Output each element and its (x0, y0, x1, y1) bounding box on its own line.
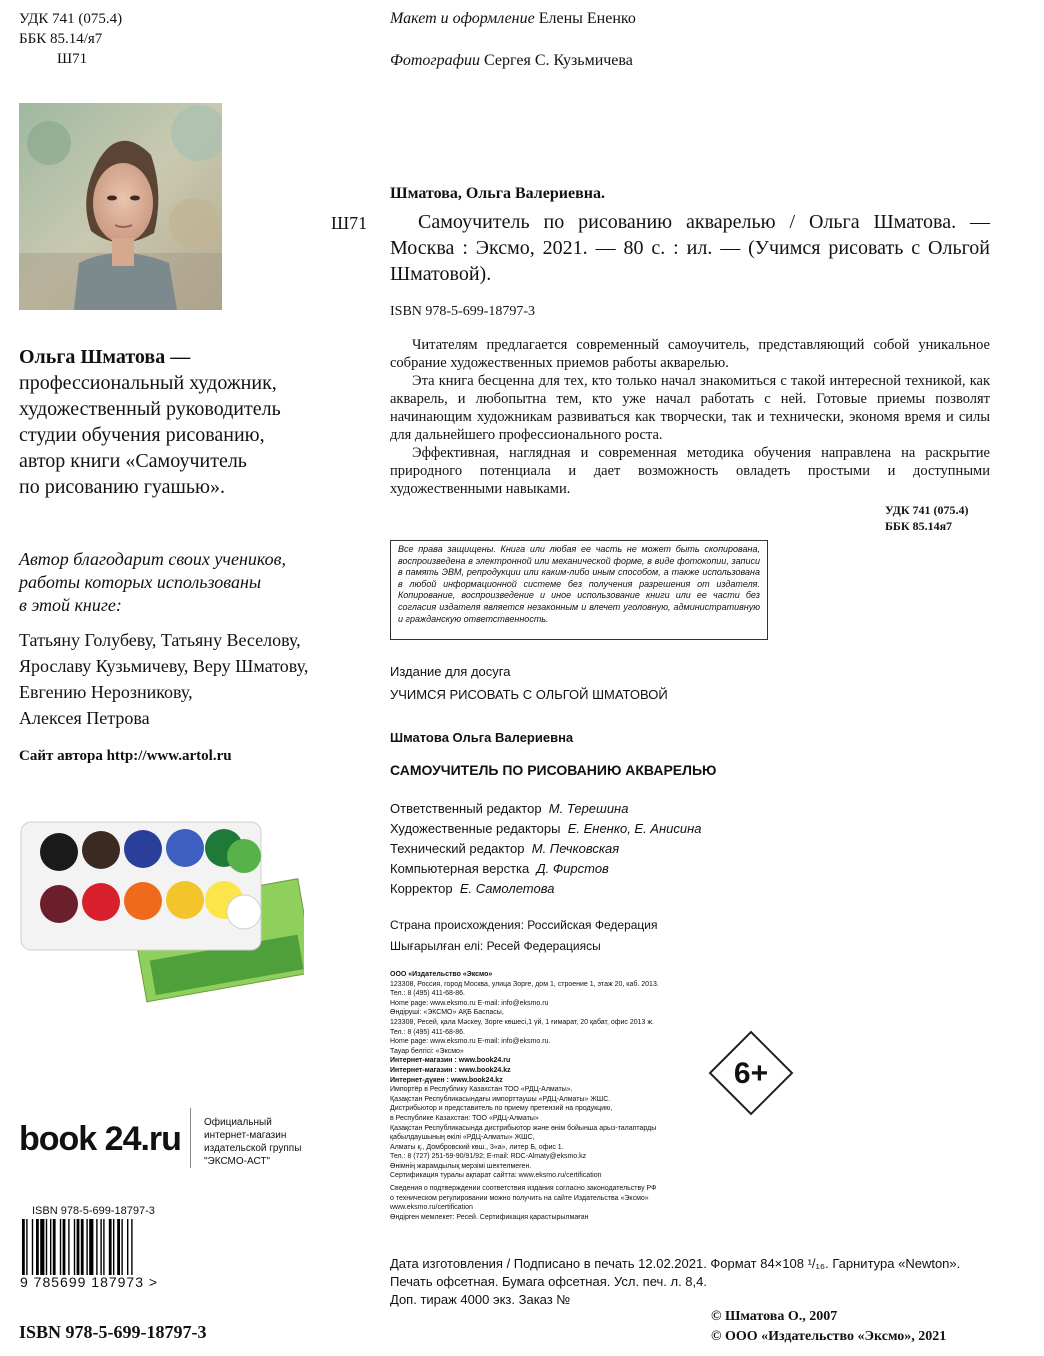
imprint-line: Тел.: 8 (495) 411-68-86. (390, 990, 465, 998)
copyright (711, 1307, 946, 1347)
copyright-line: © ООО «Издательство «Эксмо», 2021 (711, 1329, 947, 1344)
barcode-bar (63, 1219, 66, 1275)
bio-line: художественный руководитель (19, 398, 281, 420)
barcode-bar (32, 1219, 33, 1275)
print-line: Печать офсетная. Бумага офсетная. Усл. печ. л. 8,4. (390, 1274, 707, 1289)
bibliographic-description: Самоучитель по рисованию акварелью / Ольга Шматова. — Москва : Эксмо, 2021. — 80 с. : ил. — (Учимся рисовать с Ольгой Шматовой). (390, 211, 990, 285)
layout-role: Макет и оформление (390, 10, 535, 27)
annotation-codes (885, 502, 969, 534)
barcode-bar (109, 1219, 112, 1275)
barcode-bar (117, 1219, 120, 1275)
udk-code: УДК 741 (075.4) (19, 11, 123, 27)
staff-row: Компьютерная верстка Д. Фирстов (390, 861, 609, 876)
age-rating-badge (708, 1030, 794, 1116)
layout-credit (390, 10, 636, 28)
annotation-paragraph: Эта книга бесценна для тех, кто только начал знакомиться с такой интересной техникой, как акварель, и любопытна тем, кто уже начал работать с ней. Готовые приемы позволят начинающим художникам развиваться как творчески, так и технически, экономя время и силы для дальнейшего профессионального роста. (390, 373, 990, 443)
thanks-line: работы которых использованы (19, 572, 262, 592)
barcode-bar (131, 1219, 132, 1275)
author-photo (19, 103, 222, 310)
imprint-line: Интернет-дүкен : www.book24.kz (390, 1076, 503, 1084)
print-line: Доп. тираж 4000 экз. Заказ № (390, 1292, 571, 1307)
thanks-line: Автор благодарит своих учеников, (19, 549, 286, 569)
imprint-line: Дистрибьютор и представитель по приему претензий на продукцию, (390, 1105, 613, 1113)
barcode-bar (74, 1219, 75, 1275)
imprint-line: в Республике Казахстан: ТОО «РДЦ-Алматы» (390, 1114, 539, 1122)
barcode-isbn-label: ISBN 978-5-699-18797-3 (32, 1205, 155, 1217)
imprint-line: қабылдаушының өкілі «РДЦ-Алматы» ЖШС, (390, 1134, 535, 1142)
age-rating-diamond (708, 1030, 794, 1116)
barcode-bar (40, 1219, 44, 1275)
annot-udk: УДК 741 (075.4) (885, 503, 969, 517)
book24-description (204, 1116, 301, 1168)
students-list (19, 627, 359, 731)
barcode-bar (103, 1219, 104, 1275)
bio-line: студии обучения рисованию, (19, 424, 265, 446)
edition-type: Издание для досуга (390, 664, 511, 679)
barcode-bar (77, 1219, 80, 1275)
barcode-bar (121, 1219, 122, 1275)
staff-row: Корректор Е. Самолетова (390, 881, 555, 896)
catalog-author-mark: Ш71 (331, 213, 368, 233)
annot-bbk: ББК 85.14я7 (885, 519, 953, 533)
barcode-bar (36, 1219, 39, 1275)
barcode-bar (96, 1219, 97, 1275)
barcode-bar (86, 1219, 87, 1275)
imprint-line: Қазақстан Республикасындағы импорттаушы «РДЦ-Алматы» ЖШС. (390, 1095, 611, 1103)
imprint-line: Тел.: 8 (495) 411-68-86. (390, 1028, 465, 1036)
age-rating-text: 6+ (733, 1057, 769, 1090)
author-site: Сайт автора http://www.artol.ru (19, 748, 232, 764)
imprint-line: Қазақстан Республикасында дистрибьютор және өнім бойынша арыз-талаптарды (390, 1124, 657, 1132)
imprint-line: о техническом регулировании можно получить на сайте Издательства «Эксмо» (390, 1194, 649, 1202)
barcode-bars (20, 1219, 200, 1275)
book24-desc-line: интернет-магазин (204, 1130, 287, 1141)
imprint-line: Home page: www.eksmo.ru E-mail: info@eksmo.ru. (390, 1038, 551, 1046)
imprint-line: Тел.: 8 (727) 251-59-90/91/92; E-mail: RDC-Almaty@eksmo.kz (390, 1153, 587, 1161)
barcode-bar (100, 1219, 101, 1275)
annotation-paragraph: Читателям предлагается современный самоучитель, представляющий собой уникальное собрание художественных приемов работы акварелью. (390, 337, 990, 371)
book24-desc-line: Официальный (204, 1117, 272, 1128)
annotation-paragraph: Эффективная, наглядная и современная методика обучения направлена на раскрытие природного потенциала и дает возможность овладеть простыми и доступными художественными навыками. (390, 445, 990, 497)
catalog-author-heading: Шматова, Ольга Валериевна. (390, 185, 605, 202)
print-details (390, 1255, 960, 1309)
barcode-bar (113, 1219, 114, 1275)
imprint-line: 123308, Россия, город Москва, улица Зорге, дом 1, строение 1, этаж 20, каб. 2013. (390, 980, 659, 988)
book24-desc-line: "ЭКСМО-АСТ" (204, 1156, 270, 1167)
author-sans: Шматова Ольга Валериевна (390, 730, 574, 745)
barcode-bar (46, 1219, 47, 1275)
barcode-bar (50, 1219, 51, 1275)
annotation (390, 336, 990, 498)
imprint-line: Өндірген мемлекет: Ресей. Сертификация қарастырылмаған (390, 1213, 589, 1221)
copyright-line: © Шматова О., 2007 (711, 1309, 838, 1324)
barcode-bar (60, 1219, 61, 1275)
photo-credit (390, 52, 633, 70)
barcode-bar (81, 1219, 84, 1275)
book24-desc-line: издательской группы (204, 1143, 302, 1154)
staff-row: Художественные редакторы Е. Ененко, Е. Анисина (390, 821, 702, 836)
catalog-isbn: ISBN 978-5-699-18797-3 (390, 304, 536, 319)
barcode-bar (22, 1219, 25, 1275)
title-sans: САМОУЧИТЕЛЬ ПО РИСОВАНИЮ АКВАРЕЛЬЮ (390, 762, 717, 778)
bbk-code: ББК 85.14/я7 (19, 31, 103, 47)
watercolor-palette-image (19, 812, 304, 1012)
imprint-line: 123308, Ресей, қала Мәскеу, Зорге көшесі,1 үй, 1 ғимарат, 20 қабат, офис 2013 ж. (390, 1018, 655, 1026)
author-mark: Ш71 (57, 51, 88, 67)
imprint-line: Интернет-магазин : www.book24.ru (390, 1057, 511, 1065)
book24-divider (190, 1108, 191, 1168)
rights-notice (390, 540, 768, 640)
barcode-bar (68, 1219, 69, 1275)
photo-name: Сергея С. Кузьмичева (484, 52, 633, 69)
book24-logo: book 24.ru (19, 1120, 181, 1158)
barcode-bar (89, 1219, 93, 1275)
print-line: Дата изготовления / Подписано в печать 12.02.2021. Формат 84×108 ¹/₁₆. Гарнитура «Newton». (390, 1256, 961, 1271)
bio-line: автор книги «Самоучитель (19, 450, 247, 472)
imprint-line: Сертификация туралы ақпарат сайтта: www.eksmo.ru/certification (390, 1172, 602, 1180)
barcode-digits: 9 785699 187973 > (20, 1274, 159, 1290)
students-line: Ярославу Кузьмичеву, Веру Шматову, (19, 656, 309, 676)
imprint-line: ООО «Издательство «Эксмо» (390, 971, 493, 978)
thanks-line: в этой книге: (19, 595, 122, 615)
imprint-line: Интернет-магазин : www.book24.kz (390, 1066, 511, 1074)
imprint-line: Өнімнің жарамдылық мерзімі шектелмеген. (390, 1162, 532, 1170)
imprint-line: Импортёр в Республику Казахстан ТОО «РДЦ-Алматы». (390, 1086, 573, 1094)
classification-codes (19, 9, 122, 69)
staff-list (390, 799, 701, 899)
students-line: Алексея Петрова (19, 708, 150, 728)
country-of-origin: Страна происхождения: Российская Федерация (390, 918, 658, 932)
students-line: Татьяну Голубеву, Татьяну Веселову, (19, 630, 301, 650)
author-name: Ольга Шматова — (19, 346, 191, 368)
students-line: Евгению Нерозникову, (19, 682, 193, 702)
layout-name: Елены Ененко (538, 10, 636, 27)
bio-line: профессиональный художник, (19, 372, 277, 394)
publisher-imprint (390, 970, 720, 1222)
staff-row: Технический редактор М. Печковская (390, 841, 620, 856)
bio-line: по рисованию гуашью». (19, 476, 225, 498)
imprint-line: Тауар белгісі: «Эксмо» (390, 1047, 464, 1055)
barcode-bar (127, 1219, 128, 1275)
isbn-bottom: ISBN 978-5-699-18797-3 (19, 1322, 207, 1342)
series-name: УЧИМСЯ РИСОВАТЬ С ОЛЬГОЙ ШМАТОВОЙ (390, 687, 668, 702)
imprint-line: Home page: www.eksmo.ru E-mail: info@eksmo.ru (390, 999, 549, 1007)
barcode-bar (53, 1219, 56, 1275)
imprint-line: Өндіруші: «ЭКСМО» АҚБ Баспасы, (390, 1009, 504, 1017)
country-of-origin-kz: Шығарылған елі: Ресей Федерациясы (390, 939, 601, 953)
photo-role: Фотографии (390, 52, 481, 69)
barcode-bar (26, 1219, 27, 1275)
imprint-line: www.eksmo.ru/certification (390, 1204, 473, 1212)
author-portrait-image (19, 103, 222, 310)
staff-row: Ответственный редактор М. Терешина (390, 801, 629, 816)
imprint-line: Алматы қ., Домбровский көш., 3«а», литер Б, офис 1. (390, 1143, 564, 1151)
imprint-line: Сведения о подтверждении соответствия издания согласно законодательству РФ (390, 1185, 657, 1193)
author-bio (19, 344, 339, 500)
acknowledgement (19, 548, 349, 617)
rights-text: Все права защищены. Книга или любая ее часть не может быть скопирована, воспроизведена в электронной или механической форме, в виде фотокопии, записи в память ЭВМ, репродукции или каким-либо иным способом, а также использована в любой информационной системе без получения разрешения от издателя. Копирование, воспроизведение и иное использование книги или ее части без согласия издателя является незаконным и влечет уголовную, административную и гражданскую ответственность. (398, 544, 760, 624)
barcode (20, 1219, 200, 1281)
